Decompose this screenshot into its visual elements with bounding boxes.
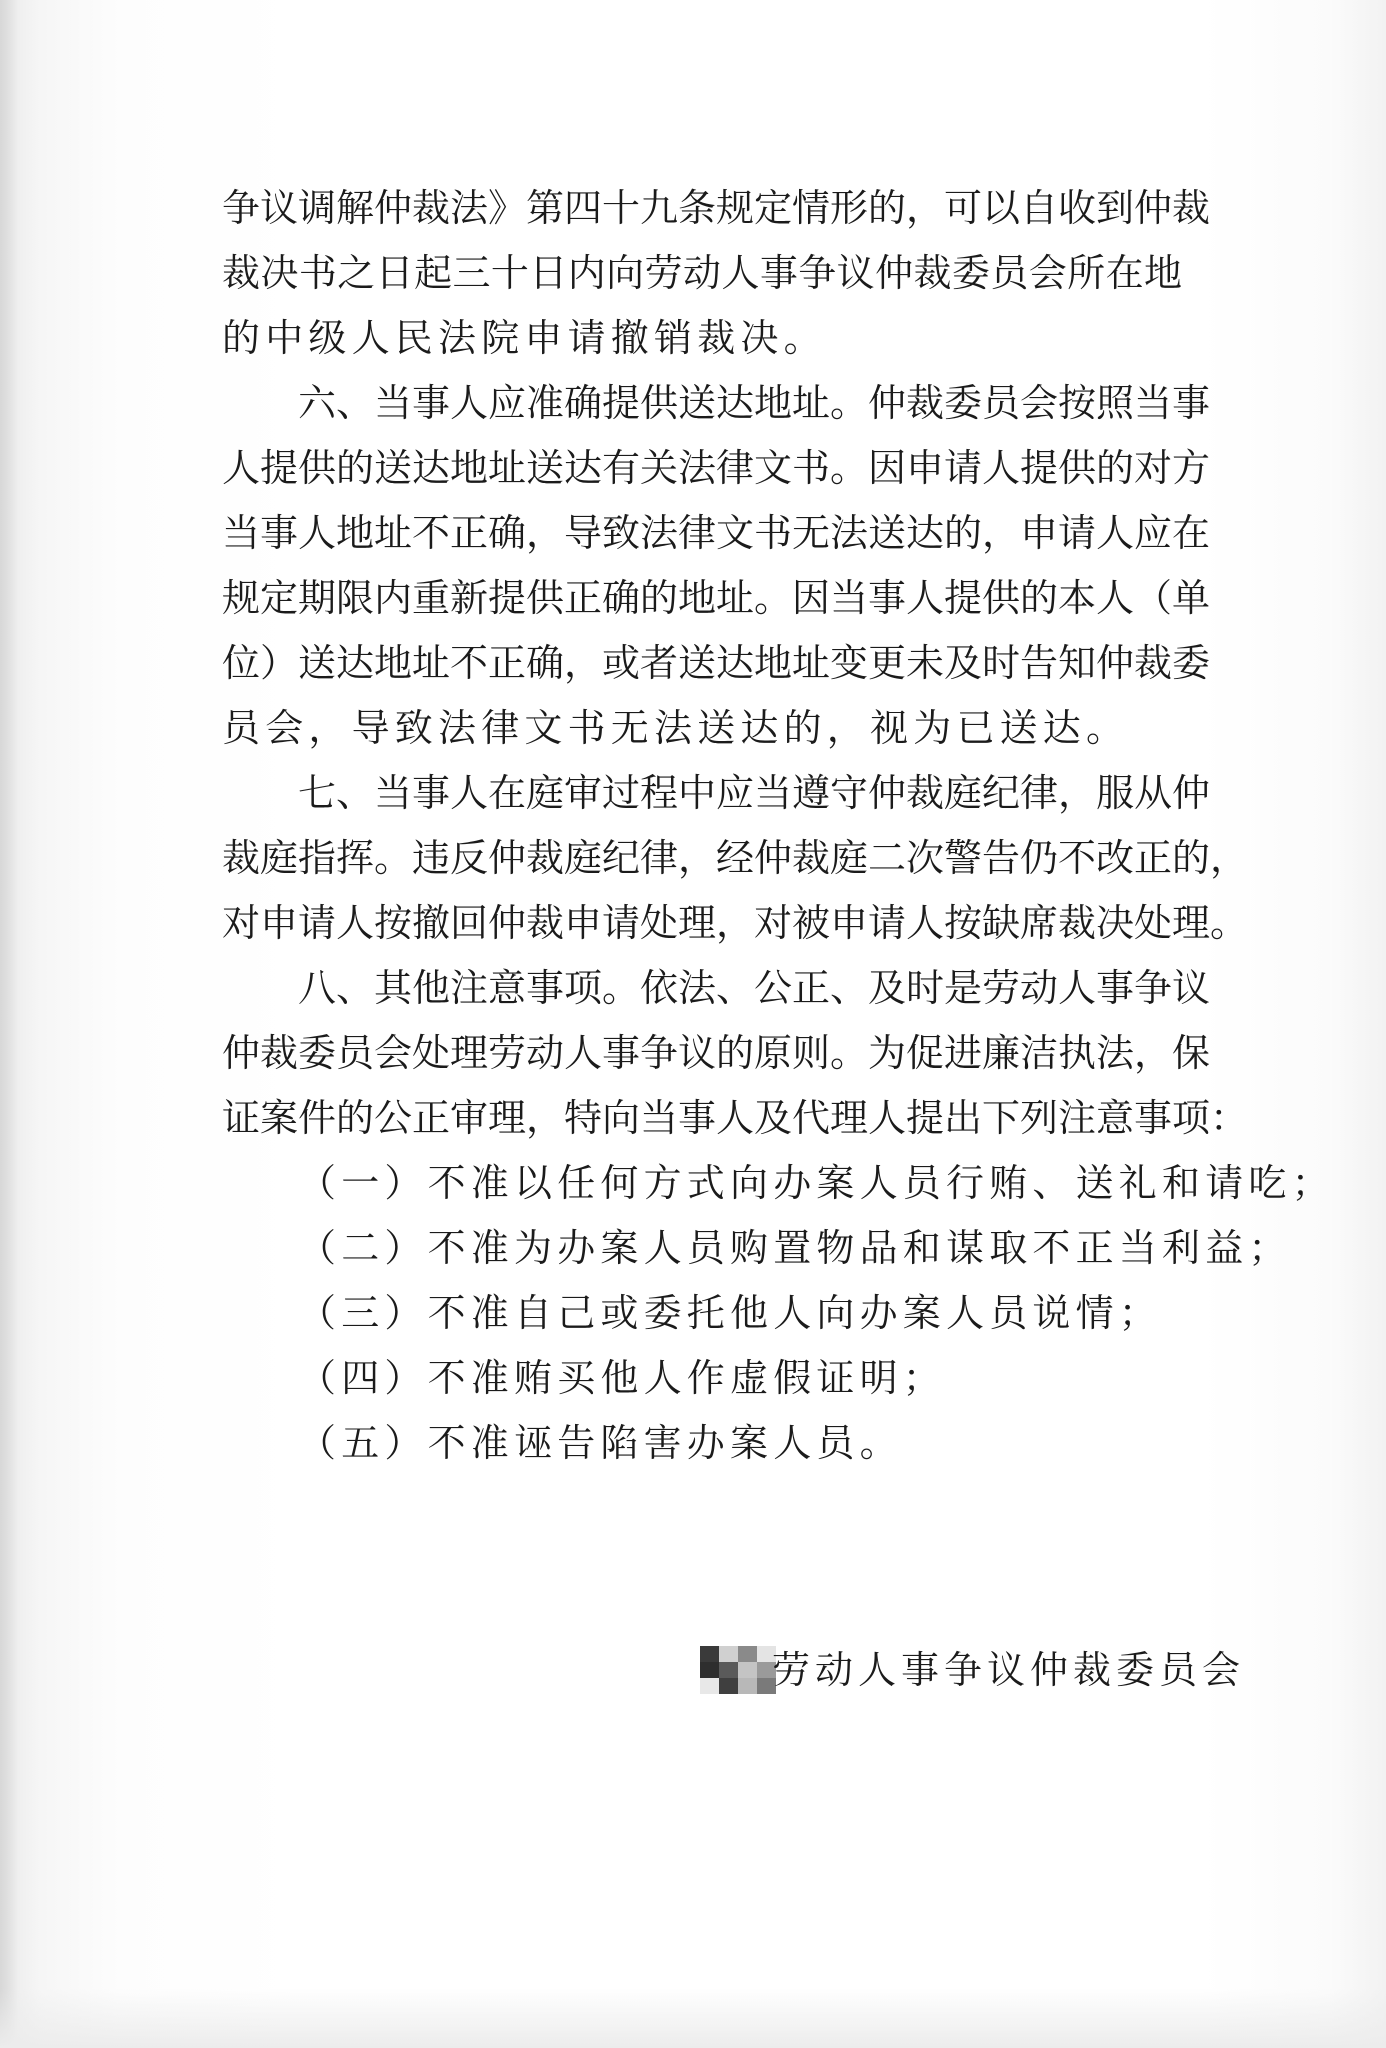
paragraph-1-line-2: 裁决书之日起三十日内向劳动人事争议仲裁委员会所在地 [222, 251, 1182, 295]
notice-item-4: （四）不准贿买他人作虚假证明； [298, 1356, 947, 1400]
paragraph-2-line-1: 六、当事人应准确提供送达地址。仲裁委员会按照当事 [298, 381, 1211, 425]
page-edge-shadow [0, 0, 18, 2048]
paragraph-3-line-2: 裁庭指挥。违反仲裁庭纪律，经仲裁庭二次警告仍不改正的， [222, 836, 1249, 880]
notice-item-2: （二）不准为办案人员购置物品和谋取不正当利益； [298, 1226, 1292, 1270]
notice-item-1: （一）不准以任何方式向办案人员行贿、送礼和请吃； [298, 1161, 1335, 1205]
paragraph-2-line-6: 员会，导致法律文书无法送达的，视为已送达。 [222, 706, 1130, 750]
paragraph-3-line-3: 对申请人按撤回仲裁申请处理，对被申请人按缺席裁决处理。 [222, 901, 1249, 945]
paragraph-2-line-2: 人提供的送达地址送达有关法律文书。因申请人提供的对方 [222, 446, 1211, 490]
issuer-signature [700, 1640, 1246, 1700]
paragraph-4-line-3: 证案件的公正审理，特向当事人及代理人提出下列注意事项： [222, 1096, 1249, 1140]
paragraph-4-line-2: 仲裁委员会处理劳动人事争议的原则。为促进廉洁执法，保 [222, 1031, 1211, 1075]
paragraph-2-line-4: 规定期限内重新提供正确的地址。因当事人提供的本人（单 [222, 576, 1211, 620]
paragraph-1-line-3: 的中级人民法院申请撤销裁决。 [222, 316, 827, 360]
redaction-mosaic [700, 1646, 776, 1694]
paragraph-1-line-1: 争议调解仲裁法》第四十九条规定情形的，可以自收到仲裁 [222, 186, 1211, 230]
page-bottom-shadow [0, 1988, 1386, 2048]
notice-item-5: （五）不准诬告陷害办案人员。 [298, 1421, 903, 1465]
paragraph-3-line-1: 七、当事人在庭审过程中应当遵守仲裁庭纪律，服从仲 [298, 771, 1211, 815]
paragraph-2-line-5: 位）送达地址不正确，或者送达地址变更未及时告知仲裁委 [222, 641, 1211, 685]
notice-item-3: （三）不准自己或委托他人向办案人员说情； [298, 1291, 1163, 1335]
paragraph-4-line-1: 八、其他注意事项。依法、公正、及时是劳动人事争议 [298, 966, 1211, 1010]
paragraph-2-line-3: 当事人地址不正确，导致法律文书无法送达的，申请人应在 [222, 511, 1211, 555]
issuer-name: 劳动人事争议仲裁委员会 [772, 1648, 1246, 1692]
